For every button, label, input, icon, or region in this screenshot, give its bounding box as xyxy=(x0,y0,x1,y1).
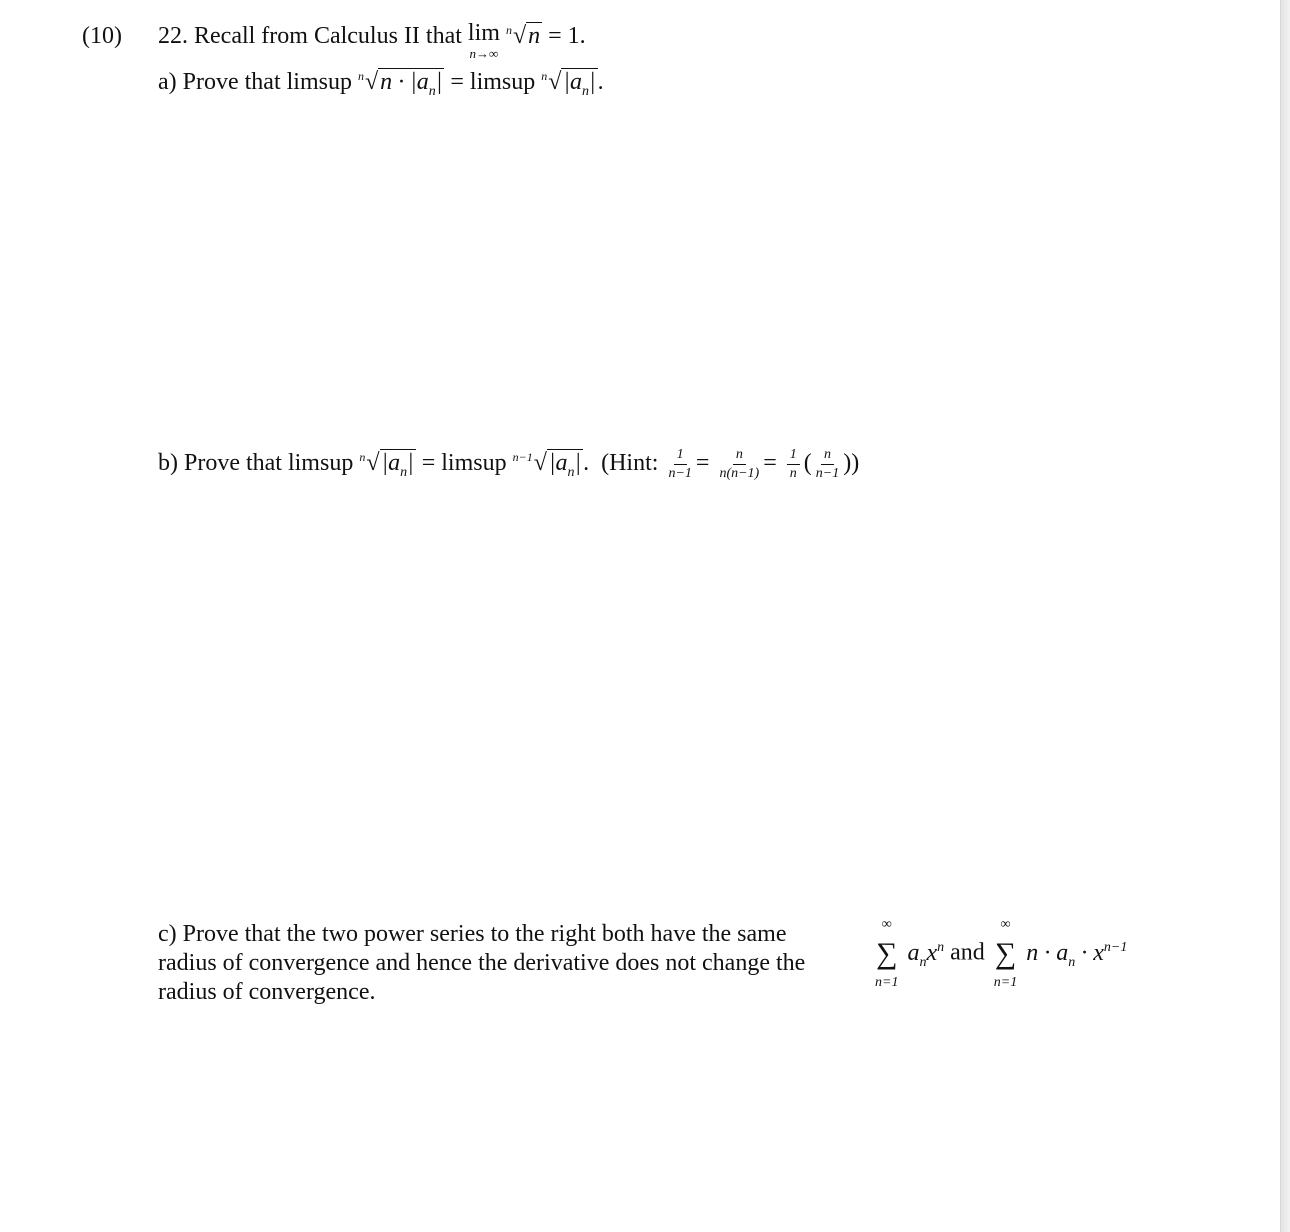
paren-open: ( xyxy=(803,450,812,477)
sum-upper: ∞ xyxy=(881,917,892,932)
fraction xyxy=(719,446,759,483)
term-x: x xyxy=(926,939,938,966)
equals: = xyxy=(763,450,777,477)
denominator: n−1 xyxy=(815,466,840,481)
denominator: n−1 xyxy=(668,466,692,481)
sigma-symbol: ∑ xyxy=(876,937,898,970)
paren-close: )) xyxy=(843,450,860,477)
part-a xyxy=(158,66,604,99)
root-body-text: |a xyxy=(548,450,568,477)
abs-close: | xyxy=(407,450,414,477)
term-a: a xyxy=(907,939,920,966)
subscript: n xyxy=(919,954,927,970)
period: . xyxy=(597,69,604,95)
numerator: n xyxy=(733,446,746,465)
subscript: n xyxy=(400,464,408,480)
root-index: n xyxy=(357,69,364,83)
problem-intro xyxy=(158,20,586,61)
root-body-text: |a xyxy=(563,69,583,95)
equals-limsup: = limsup xyxy=(415,450,513,477)
denominator: n xyxy=(789,466,797,481)
subscript: n xyxy=(1068,954,1076,970)
intro-tail: = 1. xyxy=(542,23,586,49)
numerator: n xyxy=(821,446,834,465)
nth-root: $√|a_n|$ xyxy=(548,69,596,99)
subscript: n xyxy=(567,464,575,480)
term-pre: n · a xyxy=(1026,939,1069,966)
root-body xyxy=(378,68,444,99)
page-edge xyxy=(1280,0,1290,1232)
numerator: 1 xyxy=(674,446,687,465)
numerator: 1 xyxy=(787,446,800,465)
equals-limsup: = limsup xyxy=(444,69,542,95)
hint-label: (Hint: xyxy=(601,450,659,477)
subscript: n xyxy=(428,83,436,99)
part-b-prefix: b) Prove that limsup xyxy=(158,450,360,477)
series-2 xyxy=(1026,939,1128,970)
limit-expression xyxy=(468,20,500,61)
root-body-text: n · |a xyxy=(380,69,429,95)
sum-lower: n=1 xyxy=(875,975,899,990)
part-a-prefix: a) Prove that limsup xyxy=(158,69,358,95)
denominator: n(n−1) xyxy=(719,466,760,481)
part-c-text: c) Prove that the two power series to the right both have the same radius of convergence and hence the derivative does not change the radius of convergence. xyxy=(158,921,806,1005)
sum-lower: n=1 xyxy=(993,975,1018,990)
lim-text: lim xyxy=(467,20,500,46)
series-formula xyxy=(872,916,1127,992)
nth-root: √n xyxy=(512,23,541,49)
nth-root: $√|a_n|$ xyxy=(366,450,414,480)
fraction xyxy=(816,446,839,483)
abs-close: | xyxy=(574,450,582,477)
part-b xyxy=(158,446,859,483)
root-index: n xyxy=(359,450,366,465)
superscript: n xyxy=(937,939,945,955)
abs-close: | xyxy=(589,69,596,95)
and-text: and xyxy=(950,939,985,966)
sigma-symbol: ∑ xyxy=(994,937,1017,970)
fraction xyxy=(668,446,691,483)
lim-under: n→∞ xyxy=(469,46,499,61)
root-body xyxy=(561,68,597,99)
intro-text: 22. Recall from Calculus II that xyxy=(158,23,468,49)
summation xyxy=(875,916,898,992)
root-body-text: |a xyxy=(381,450,401,477)
points-label: (10) xyxy=(82,23,122,49)
nth-root: $√|a_n|$ xyxy=(533,450,582,480)
root-index: n xyxy=(541,69,548,83)
abs-close: | xyxy=(435,69,443,95)
root-index: n xyxy=(505,23,512,37)
sum-upper: ∞ xyxy=(1000,917,1011,932)
subscript: n xyxy=(582,83,590,99)
period: . xyxy=(583,450,590,477)
fraction xyxy=(787,446,800,483)
term-x: · x xyxy=(1075,939,1104,966)
series-1 xyxy=(907,939,945,970)
root-body: n xyxy=(528,23,541,49)
root-index: n−1 xyxy=(512,450,533,465)
equals: = xyxy=(695,450,710,477)
nth-root: $√n \cdot |a_n|$ xyxy=(364,69,443,99)
superscript: n−1 xyxy=(1103,939,1128,955)
root-body xyxy=(380,449,416,480)
root-body xyxy=(547,449,583,480)
summation xyxy=(994,916,1017,992)
